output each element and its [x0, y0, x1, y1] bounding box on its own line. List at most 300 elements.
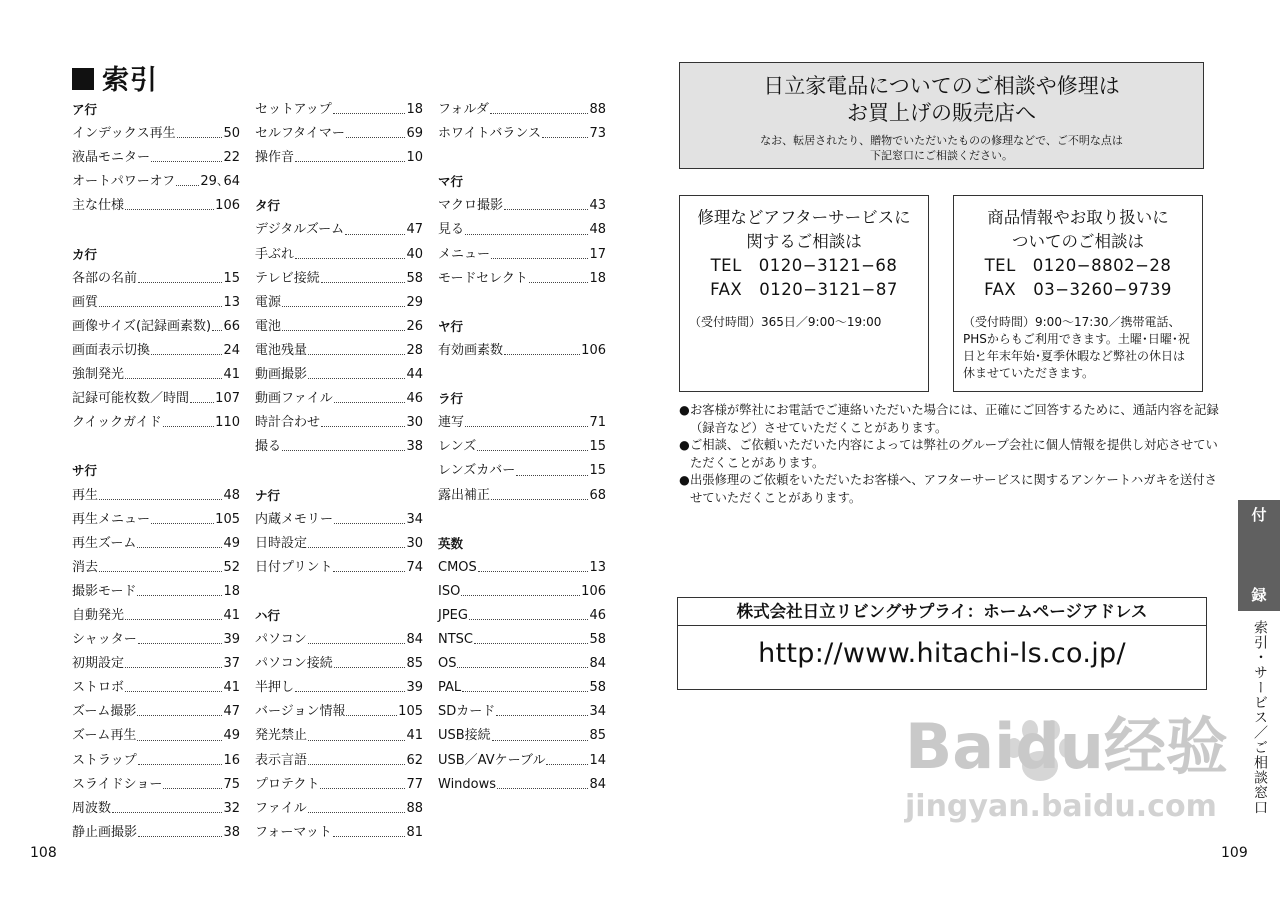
- dot-leader: [308, 797, 406, 813]
- index-entry-page: 10: [406, 150, 423, 166]
- dot-leader: [321, 267, 406, 283]
- index-entry-term: 有効画素数: [438, 342, 504, 358]
- index-entry-page: 84: [589, 656, 606, 672]
- index-entry-term: NTSC: [438, 632, 473, 648]
- appendix-tab: [1238, 500, 1280, 611]
- product-contact-box: [953, 195, 1203, 392]
- index-entry-term: 自動発光: [72, 607, 125, 623]
- index-entry-term: 主な仕様: [72, 198, 125, 214]
- index-entry: [72, 652, 240, 676]
- consult-note-line1: なお、転居されたり、贈物でいただいたものの修理などで、ご不明な点は: [760, 134, 1123, 147]
- index-entry-page: 38: [406, 439, 423, 455]
- index-entry-page: 29､64: [200, 174, 240, 190]
- dot-leader: [334, 387, 406, 403]
- dot-leader: [469, 604, 588, 620]
- index-entry-page: 18: [223, 583, 240, 599]
- homepage-label: 株式会社日立リビングサプライ：ホームページアドレス: [678, 598, 1206, 626]
- product-tel: TEL 0120−8802−28: [984, 256, 1172, 275]
- index-entry-term: 日時設定: [255, 535, 308, 551]
- index-entry-term: ホワイトバランス: [438, 126, 541, 142]
- index-entry-term: 初期設定: [72, 656, 125, 672]
- dot-leader: [125, 652, 222, 668]
- index-entry: [72, 797, 240, 821]
- dot-leader: [490, 98, 589, 114]
- watermark-line1: Baidu经验: [905, 710, 1228, 783]
- index-entry-term: プロテクト: [255, 776, 320, 792]
- index-entry: [255, 773, 423, 797]
- dot-leader: [504, 194, 588, 210]
- index-entry-page: 77: [406, 776, 423, 792]
- index-entry-term: USB／AVケーブル: [438, 752, 546, 768]
- index-entry-term: 消去: [72, 559, 99, 575]
- index-entry: [438, 98, 606, 122]
- dot-leader: [492, 724, 589, 740]
- index-entry: [255, 676, 423, 700]
- index-entry-term: パソコン: [255, 632, 307, 648]
- dot-leader: [308, 749, 405, 765]
- index-entry: [72, 411, 240, 435]
- index-entry: [72, 580, 240, 604]
- index-section-heading: ナ行: [255, 487, 281, 503]
- index-entry: [438, 724, 606, 748]
- index-entry-term: ズーム再生: [72, 728, 137, 744]
- index-entry-term: PAL: [438, 680, 462, 696]
- index-entry-term: 連写: [438, 415, 465, 431]
- index-entry-page: 41: [406, 728, 423, 744]
- index-entry: [72, 339, 240, 363]
- index-entry: [72, 484, 240, 508]
- index-entry: [255, 98, 423, 122]
- dot-leader: [546, 749, 588, 765]
- index-entry-term: 日付プリント: [255, 559, 333, 575]
- dot-leader: [504, 339, 580, 355]
- index-entry-term: USB接続: [438, 728, 491, 744]
- index-section-heading: 英数: [438, 535, 464, 551]
- index-entry-term: 画像サイズ(記録画素数): [72, 318, 212, 334]
- index-entry-page: 29: [406, 294, 423, 310]
- dot-leader: [138, 628, 223, 644]
- index-entry-term: セットアップ: [255, 102, 332, 117]
- index-entry-term: ストラップ: [72, 752, 137, 768]
- index-entry: [72, 146, 240, 170]
- index-entry-page: 85: [406, 656, 423, 672]
- index-entry-page: 14: [589, 752, 606, 768]
- index-entry-page: 68: [589, 487, 606, 503]
- index-entry-term: 再生: [72, 487, 99, 503]
- index-spacer: [438, 146, 606, 170]
- dot-leader: [151, 339, 222, 355]
- index-title: 索引: [72, 58, 158, 97]
- note-item: ● 出張修理のご依頼をいただいたお客様へ、アフターサービスに関するアンケートハガキを送付させていただくことがあります。: [679, 473, 1217, 505]
- index-entry-page: 37: [223, 656, 240, 672]
- index-entry: [438, 676, 606, 700]
- index-entry: [72, 724, 240, 748]
- dot-leader: [346, 700, 397, 716]
- notes-list: [679, 402, 1219, 507]
- index-entry-term: フォーマット: [255, 824, 332, 840]
- index-entry-term: 時計合わせ: [255, 415, 321, 431]
- index-entry-page: 40: [406, 246, 423, 262]
- dot-leader: [457, 652, 588, 668]
- index-entry-term: 静止画撮影: [72, 824, 138, 840]
- section-side-label: 索引・サービス／ご相談窓口: [1252, 620, 1268, 815]
- index-entry-page: 47: [223, 704, 240, 720]
- index-entry: [255, 724, 423, 748]
- index-entry-page: 18: [589, 270, 606, 286]
- dot-leader: [465, 218, 588, 234]
- index-entry: [255, 339, 423, 363]
- dot-leader: [308, 363, 405, 379]
- index-entry: [255, 652, 423, 676]
- index-entry-page: 49: [223, 535, 240, 551]
- index-entry-term: 再生メニュー: [72, 511, 151, 527]
- dot-leader: [491, 243, 588, 259]
- index-entry: [438, 604, 606, 628]
- homepage-url-link[interactable]: http://www.hitachi-ls.co.jp/: [758, 638, 1126, 669]
- index-entry-term: 表示言語: [255, 752, 308, 768]
- index-entry: [255, 628, 423, 652]
- dot-leader: [333, 556, 405, 572]
- index-entry-term: 動画ファイル: [255, 391, 333, 407]
- index-entry-page: 85: [589, 728, 606, 744]
- index-entry-page: 15: [223, 270, 240, 286]
- index-entry-page: 75: [223, 776, 240, 792]
- index-entry-term: 強制発光: [72, 367, 125, 383]
- index-entry: [438, 459, 606, 483]
- dot-leader: [477, 435, 588, 451]
- index-entry: [72, 532, 240, 556]
- dot-leader: [462, 676, 588, 692]
- index-entry-page: 58: [589, 632, 606, 648]
- index-entry-page: 71: [589, 415, 606, 431]
- index-entry-term: ファイル: [255, 800, 307, 816]
- index-entry: [72, 604, 240, 628]
- dot-leader: [295, 676, 405, 692]
- index-entry-page: 106: [581, 342, 606, 358]
- index-section-heading: マ行: [438, 174, 464, 190]
- index-entry: [255, 556, 423, 580]
- index-entry-page: 38: [223, 824, 240, 840]
- repair-contact-box: [679, 195, 929, 392]
- consult-heading-line2: お買上げの販売店へ: [847, 101, 1036, 125]
- index-column-1: [72, 98, 240, 845]
- page-number-left: 108: [30, 845, 57, 861]
- index-entry-term: 操作音: [255, 150, 295, 166]
- index-entry-term: メニュー: [438, 246, 491, 262]
- index-entry-term: クイックガイド: [72, 415, 162, 431]
- index-entry-term: 画面表示切換: [72, 342, 151, 358]
- dot-leader: [496, 700, 588, 716]
- index-entry-term: 電源: [255, 294, 282, 310]
- dot-leader: [497, 773, 588, 789]
- dot-leader: [491, 484, 588, 500]
- index-entry-page: 24: [223, 342, 240, 358]
- index-entry-term: レンズ: [438, 439, 477, 455]
- index-entry-page: 74: [406, 559, 423, 575]
- index-entry-page: 39: [223, 632, 240, 648]
- consult-heading-line1: 日立家電品についてのご相談や修理は: [763, 74, 1120, 98]
- index-entry-page: 30: [406, 415, 423, 431]
- index-entry-page: 15: [589, 463, 606, 479]
- dot-leader: [163, 773, 222, 789]
- bullet-icon: ●: [679, 403, 690, 417]
- index-entry-page: 106: [581, 583, 606, 599]
- index-entry-term: 画質: [72, 294, 99, 310]
- index-section-heading: タ行: [255, 198, 281, 214]
- index-entry: [438, 700, 606, 724]
- product-fax: FAX 03−3260−9739: [984, 280, 1172, 299]
- index-entry-page: 46: [406, 391, 423, 407]
- index-section-heading: サ行: [72, 463, 98, 479]
- index-entry: [255, 821, 423, 845]
- index-entry-term: オートパワーオフ: [72, 174, 176, 190]
- homepage-box: [677, 597, 1207, 690]
- index-entry-term: 内蔵メモリー: [255, 511, 334, 527]
- index-entry-page: 62: [406, 752, 423, 768]
- index-entry-term: 露出補正: [438, 487, 491, 503]
- index-column-3: [438, 98, 606, 797]
- index-entry: [255, 122, 423, 146]
- dot-leader: [542, 122, 588, 138]
- index-entry: [255, 363, 423, 387]
- dot-leader: [137, 700, 222, 716]
- index-entry: [255, 218, 423, 242]
- index-entry: [438, 194, 606, 218]
- index-entry-page: 88: [589, 102, 606, 117]
- index-entry: [438, 652, 606, 676]
- index-entry-term: シャッター: [72, 632, 137, 648]
- index-entry: [255, 435, 423, 459]
- index-entry-page: 48: [223, 487, 240, 503]
- page-number-right: 109: [1221, 845, 1248, 861]
- index-entry-page: 13: [223, 294, 240, 310]
- index-entry-term: デジタルズーム: [255, 222, 345, 238]
- index-entry-term: SDカード: [438, 704, 496, 720]
- index-entry: [255, 532, 423, 556]
- index-entry-page: 105: [398, 704, 423, 720]
- index-entry-term: Windows: [438, 776, 497, 792]
- index-entry-page: 22: [223, 150, 240, 166]
- index-entry-term: 動画撮影: [255, 367, 308, 383]
- dot-leader: [137, 580, 222, 596]
- index-entry-page: 34: [589, 704, 606, 720]
- dot-leader: [177, 122, 223, 138]
- index-section-heading: ハ行: [255, 607, 281, 623]
- index-entry-term: 手ぶれ: [255, 246, 295, 262]
- index-entry: [72, 170, 240, 194]
- index-entry: [72, 363, 240, 387]
- dot-leader: [333, 821, 406, 837]
- index-entry: [72, 676, 240, 700]
- index-entry: [72, 508, 240, 532]
- index-entry-term: バージョン情報: [255, 704, 346, 720]
- dot-leader: [461, 580, 580, 596]
- index-entry-page: 48: [589, 222, 606, 238]
- dot-leader: [346, 122, 406, 138]
- index-entry-page: 107: [215, 391, 240, 407]
- repair-heading-line2: 関するご相談は: [746, 232, 862, 251]
- index-entry-term: マクロ撮影: [438, 198, 504, 214]
- index-entry: [438, 435, 606, 459]
- index-entry: [438, 580, 606, 604]
- index-entry-page: 84: [406, 632, 423, 648]
- index-entry-term: ISO: [438, 583, 461, 599]
- index-entry: [255, 749, 423, 773]
- index-entry: [255, 387, 423, 411]
- index-entry-term: レンズカバー: [438, 463, 516, 479]
- index-entry-page: 16: [223, 752, 240, 768]
- dot-leader: [176, 170, 199, 186]
- square-bullet-icon: [72, 68, 94, 90]
- index-entry-term: 電池: [255, 318, 282, 334]
- index-entry-page: 106: [215, 198, 240, 214]
- dot-leader: [474, 628, 588, 644]
- dot-leader: [190, 387, 214, 403]
- index-entry-term: 液晶モニター: [72, 150, 151, 166]
- index-entry-page: 105: [215, 511, 240, 527]
- index-entry: [438, 556, 606, 580]
- dot-leader: [282, 291, 405, 307]
- index-entry-page: 58: [406, 270, 423, 286]
- index-entry: [72, 556, 240, 580]
- index-spacer: [255, 170, 423, 194]
- index-entry-page: 84: [589, 776, 606, 792]
- index-entry-page: 15: [589, 439, 606, 455]
- index-entry-page: 58: [589, 680, 606, 696]
- index-entry: [438, 411, 606, 435]
- dot-leader: [320, 773, 405, 789]
- dot-leader: [151, 146, 222, 162]
- index-spacer: [72, 218, 240, 242]
- index-entry-page: 32: [223, 800, 240, 816]
- index-entry: [255, 700, 423, 724]
- dot-leader: [151, 508, 214, 524]
- index-entry: [72, 821, 240, 845]
- dot-leader: [125, 676, 222, 692]
- dot-leader: [112, 797, 222, 813]
- index-entry: [438, 773, 606, 797]
- index-entry-page: 17: [589, 246, 606, 262]
- dot-leader: [99, 556, 222, 572]
- index-entry: [72, 628, 240, 652]
- index-entry-page: 88: [406, 800, 423, 816]
- index-entry-page: 49: [223, 728, 240, 744]
- bullet-icon: ●: [679, 438, 690, 452]
- repair-fax: FAX 0120−3121−87: [710, 280, 898, 299]
- dot-leader: [308, 628, 406, 644]
- watermark-line2: jingyan.baidu.com: [905, 789, 1217, 824]
- dot-leader: [308, 724, 405, 740]
- index-entry: [72, 700, 240, 724]
- index-entry-term: スライドショー: [72, 776, 163, 792]
- dot-leader: [516, 459, 588, 475]
- index-entry-page: 13: [589, 559, 606, 575]
- index-entry-page: 46: [589, 607, 606, 623]
- index-section-heading: ラ行: [438, 391, 464, 407]
- index-entry: [255, 267, 423, 291]
- dot-leader: [465, 411, 588, 427]
- index-entry: [255, 291, 423, 315]
- index-spacer: [438, 291, 606, 315]
- index-entry-term: モードセレクト: [438, 270, 528, 286]
- index-entry-term: テレビ接続: [255, 270, 320, 286]
- dot-leader: [321, 411, 405, 427]
- index-entry: [72, 122, 240, 146]
- index-entry-term: 見る: [438, 222, 465, 238]
- index-entry-page: 41: [223, 680, 240, 696]
- index-entry-page: 73: [589, 126, 606, 142]
- index-entry-page: 34: [406, 511, 423, 527]
- dot-leader: [282, 315, 405, 331]
- dot-leader: [295, 146, 405, 162]
- index-entry-page: 52: [223, 559, 240, 575]
- index-spacer: [438, 508, 606, 532]
- index-entry-term: OS: [438, 656, 457, 672]
- index-entry: [72, 749, 240, 773]
- index-entry-page: 69: [406, 126, 423, 142]
- index-entry-term: 各部の名前: [72, 270, 138, 286]
- dot-leader: [137, 724, 222, 740]
- retailer-consultation-box: [679, 62, 1204, 169]
- dot-leader: [308, 339, 405, 355]
- dot-leader: [308, 532, 405, 548]
- repair-heading-line1: 修理などアフターサービスに: [697, 208, 911, 227]
- index-entry: [72, 773, 240, 797]
- index-entry-page: 41: [223, 607, 240, 623]
- index-entry-term: ズーム撮影: [72, 704, 137, 720]
- dot-leader: [345, 218, 405, 234]
- baidu-watermark: [905, 712, 1228, 822]
- index-entry-page: 39: [406, 680, 423, 696]
- dot-leader: [138, 749, 223, 765]
- index-spacer: [438, 363, 606, 387]
- product-heading-line2: ついてのご相談は: [1012, 232, 1144, 251]
- dot-leader: [125, 363, 222, 379]
- note-item: ● お客様が弊社にお電話でご連絡いただいた場合には、正確にご回答するために、通話内容を記録（録音など）させていただくことがあります。: [679, 403, 1219, 435]
- index-entry-term: 周波数: [72, 800, 112, 816]
- index-entry-page: 41: [223, 367, 240, 383]
- dot-leader: [99, 291, 222, 307]
- index-entry-page: 44: [406, 367, 423, 383]
- index-spacer: [255, 459, 423, 483]
- dot-leader: [137, 532, 222, 548]
- index-entry-term: 半押し: [255, 680, 295, 696]
- dot-leader: [333, 98, 406, 114]
- bullet-icon: ●: [679, 473, 690, 487]
- index-entry-term: 電池残量: [255, 342, 308, 358]
- index-entry-page: 28: [406, 342, 423, 358]
- note-item: ● ご相談、ご依頼いただいた内容によっては弊社のグループ会社に個人情報を提供し対応させていただくことがあります。: [679, 438, 1218, 470]
- index-entry: [438, 218, 606, 242]
- index-entry: [72, 387, 240, 411]
- dot-leader: [138, 267, 222, 283]
- index-entry-term: 再生ズーム: [72, 535, 137, 551]
- index-spacer: [72, 435, 240, 459]
- index-section-heading: ヤ行: [438, 318, 464, 334]
- index-entry: [255, 315, 423, 339]
- product-hours: （受付時間）9:00〜17:30／携帯電話、PHSからもご利用できます。土曜･日曜･祝日と年末年始･夏季休暇など弊社の休日は休ませていただきます。: [963, 315, 1190, 380]
- index-column-2: [255, 98, 423, 845]
- index-entry-term: インデックス再生: [72, 126, 176, 142]
- index-entry: [438, 267, 606, 291]
- index-entry-term: パソコン接続: [255, 656, 333, 672]
- index-entry-term: フォルダ: [438, 102, 489, 117]
- index-entry-page: 110: [215, 415, 240, 431]
- index-entry: [438, 122, 606, 146]
- index-entry-page: 18: [406, 102, 423, 117]
- index-section-heading: カ行: [72, 246, 98, 262]
- dot-leader: [478, 556, 589, 572]
